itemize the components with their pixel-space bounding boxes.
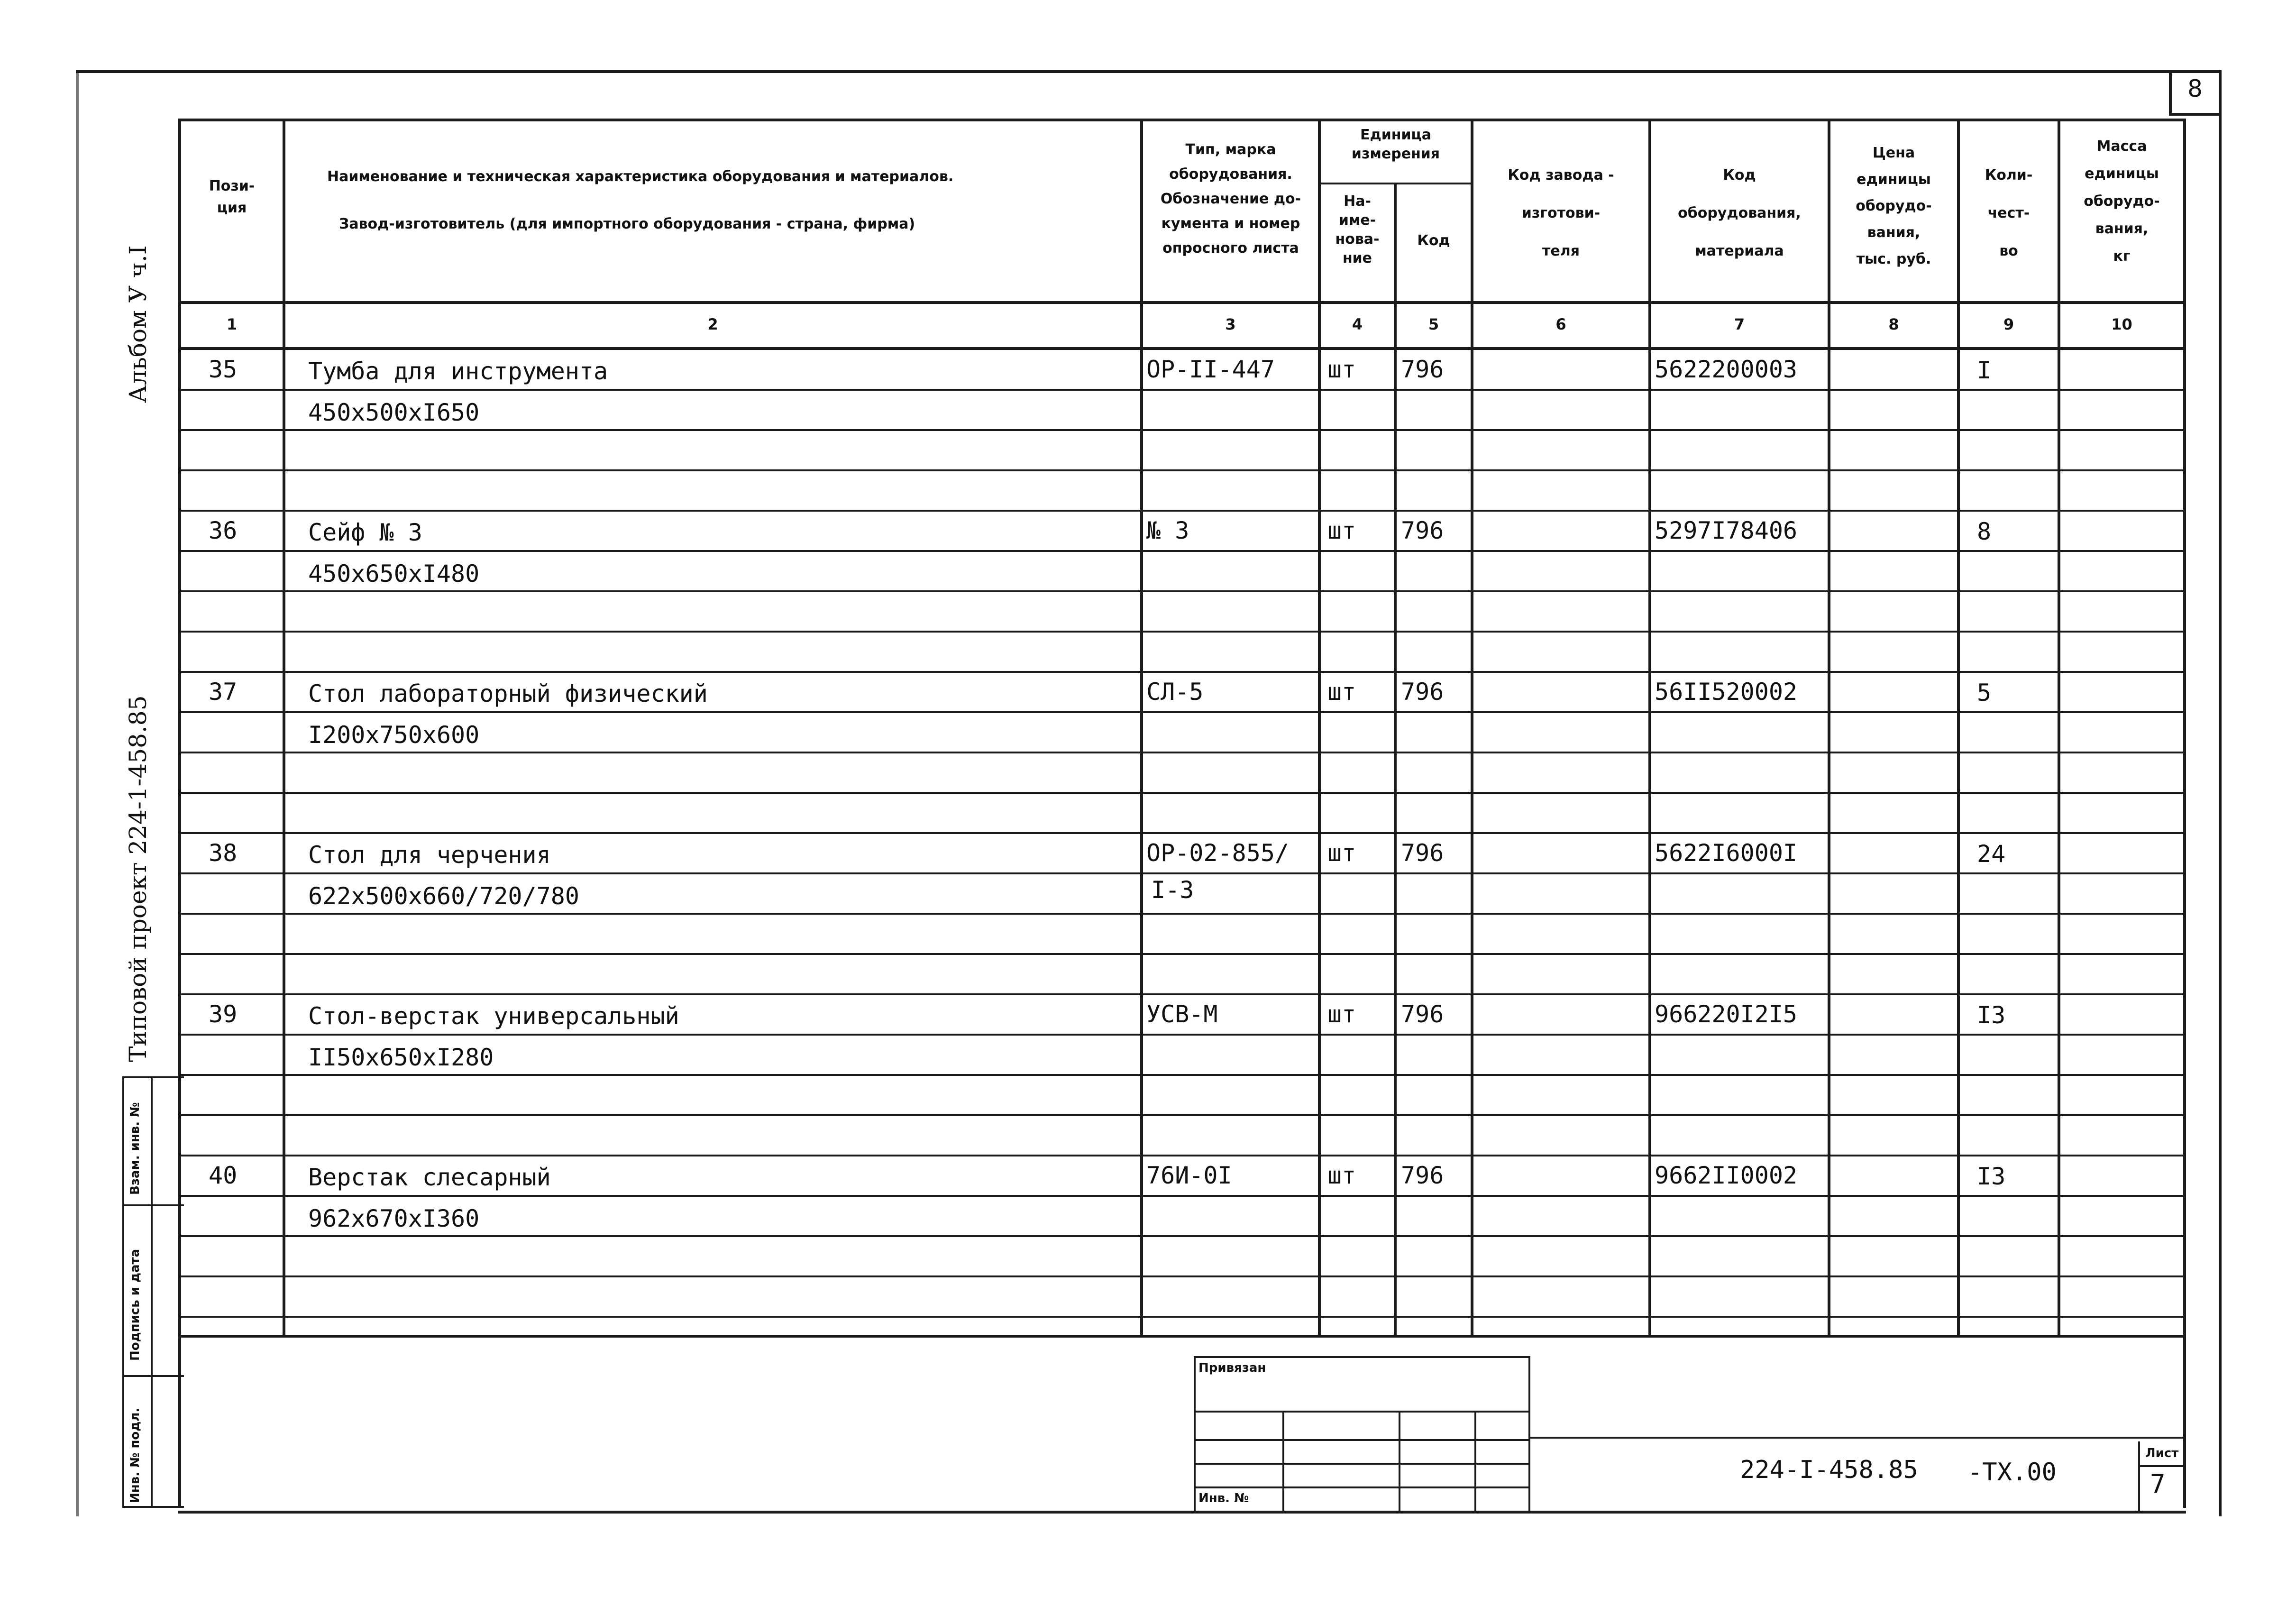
row-divider — [178, 1275, 2186, 1277]
row-divider — [178, 1155, 2186, 1156]
row-unit: шт — [1327, 517, 1356, 544]
row-dimensions: 450х500хI650 — [308, 399, 480, 426]
row-divider — [178, 711, 2186, 713]
row-unit: шт — [1327, 1162, 1356, 1189]
stamp-strip-mid — [151, 1076, 153, 1508]
row-quantity: 8 — [1977, 518, 1992, 545]
header-unit-code: Код — [1417, 232, 1450, 249]
row-divider — [178, 389, 2186, 391]
row-divider — [178, 913, 2186, 915]
row-divider — [178, 1034, 2186, 1036]
col-number-3: 3 — [1225, 315, 1236, 333]
row-position: 36 — [209, 517, 238, 544]
row-name: Стол лабораторный физический — [308, 680, 708, 707]
stamp-row-4 — [1194, 1486, 1528, 1488]
row-divider — [178, 872, 2186, 874]
stamp-col-2 — [1399, 1411, 1400, 1513]
row-position: 37 — [209, 678, 238, 706]
row-unit-code: 796 — [1401, 839, 1444, 867]
row-unit-code: 796 — [1401, 1000, 1444, 1028]
row-dimensions: II50х650хI280 — [308, 1044, 494, 1071]
row-quantity: I — [1977, 357, 1992, 384]
row-divider — [178, 631, 2186, 633]
row-type: ОР-II-447 — [1146, 356, 1275, 383]
document-code: 224-I-458.85 — [1740, 1456, 1918, 1484]
row-unit-code: 796 — [1401, 1162, 1444, 1189]
table-top — [178, 119, 2186, 121]
row-equipment-code: 966220I2I5 — [1655, 1000, 1798, 1028]
row-equipment-code: 9662II0002 — [1655, 1162, 1798, 1189]
row-dimensions: 962х670хI360 — [308, 1205, 480, 1232]
frame-top — [76, 70, 2219, 73]
sheet-box-div — [2138, 1465, 2186, 1467]
stamp-strip-div2 — [122, 1375, 184, 1377]
row-unit: шт — [1327, 678, 1356, 706]
row-divider — [178, 590, 2186, 592]
page-number-box-bottom — [2169, 113, 2219, 116]
row-position: 38 — [209, 839, 238, 867]
header-position: Пози- ция — [209, 178, 255, 216]
row-name: Стол для черчения — [308, 841, 551, 869]
col-number-8: 8 — [1888, 315, 1899, 333]
row-type-line2: I-3 — [1151, 876, 1194, 904]
frame-right — [2219, 70, 2222, 1516]
row-name: Тумба для инструмента — [308, 358, 608, 385]
row-name: Сейф № 3 — [308, 519, 422, 546]
side-album-label: Альбом У ч.I — [124, 245, 152, 403]
row-type: ОР-02-855/ — [1146, 839, 1290, 867]
stamp-strip-bottom — [122, 1506, 184, 1508]
document-suffix: -ТХ.00 — [1967, 1458, 2057, 1486]
row-type: СЛ-5 — [1146, 678, 1204, 706]
col-number-10: 10 — [2111, 315, 2132, 333]
bottom-frame-line — [178, 1511, 2186, 1514]
row-dimensions: 622х500х660/720/780 — [308, 882, 579, 910]
header-name-line2: Завод-изготовитель (для импортного оборудования - страна, фирма) — [339, 216, 915, 232]
row-divider — [178, 550, 2186, 552]
row-type: 76И-0I — [1146, 1162, 1232, 1189]
row-unit: шт — [1327, 356, 1356, 383]
page-number-box-left — [2169, 70, 2172, 113]
table-bottom — [178, 1335, 2186, 1338]
stamp-strip-div1 — [122, 1204, 184, 1206]
col-line-4 — [1394, 183, 1397, 1337]
col-number-7: 7 — [1734, 315, 1745, 333]
col-number-9: 9 — [2003, 315, 2014, 333]
row-position: 39 — [209, 1000, 238, 1028]
sheet-number: 7 — [2150, 1469, 2166, 1499]
header-unit: Единица измерения — [1351, 127, 1440, 162]
row-dimensions: I200х750х600 — [308, 721, 480, 749]
stamp-tied-label: Привязан — [1198, 1361, 1266, 1375]
stamp-strip-left — [122, 1076, 124, 1508]
row-position: 40 — [209, 1162, 238, 1189]
row-divider — [178, 510, 2186, 512]
row-name: Верстак слесарный — [308, 1164, 551, 1191]
header-plant: Код завода - изготови- теля — [1508, 167, 1614, 259]
row-quantity: 5 — [1977, 679, 1992, 706]
row-divider — [178, 792, 2186, 794]
row-divider — [178, 1316, 2186, 1318]
row-divider — [178, 832, 2186, 834]
stamp-col-1 — [1282, 1411, 1284, 1513]
row-unit-code: 796 — [1401, 517, 1444, 544]
row-dimensions: 450х650хI480 — [308, 560, 480, 587]
stamp-col-3 — [1474, 1411, 1476, 1513]
stamp-inv-label: Взам. инв. № — [128, 1102, 142, 1195]
row-divider — [178, 429, 2186, 431]
header-equip-code: Код оборудования, материала — [1678, 167, 1801, 259]
header-price: Цена единицы оборудо- вания, тыс. руб. — [1856, 145, 1932, 267]
stamp-block-left — [1194, 1356, 1196, 1513]
col-number-4: 4 — [1352, 315, 1363, 333]
col-line-10 — [2183, 119, 2186, 1508]
row-divider — [178, 1074, 2186, 1076]
stamp-orig-label: Инв. № подл. — [128, 1407, 142, 1503]
header-bottom — [178, 301, 2186, 304]
stamp-block-right — [1528, 1356, 1530, 1513]
row-quantity: 24 — [1977, 840, 2006, 868]
row-unit-code: 796 — [1401, 356, 1444, 383]
row-divider — [178, 1235, 2186, 1237]
row-divider — [178, 1195, 2186, 1197]
row-equipment-code: 56II520002 — [1655, 678, 1798, 706]
row-divider — [178, 993, 2186, 995]
row-equipment-code: 5622I6000I — [1655, 839, 1798, 867]
header-qty: Коли- чест- во — [1985, 167, 2033, 259]
stamp-row-2 — [1194, 1439, 1528, 1441]
header-type: Тип, марка оборудования. Обозначение до- кумента и номер опросного листа — [1160, 141, 1301, 257]
stamp-inv-no-label: Инв. № — [1198, 1491, 1249, 1505]
header-mass: Масса единицы оборудо- вания, кг — [2084, 138, 2160, 265]
row-name: Стол-верстак универсальный — [308, 1002, 679, 1030]
title-block-divider — [1528, 1437, 2186, 1439]
row-equipment-code: 5297I78406 — [1655, 517, 1798, 544]
row-type: № 3 — [1146, 517, 1189, 544]
col-number-1: 1 — [226, 315, 238, 333]
stamp-strip-top — [122, 1076, 184, 1078]
header-name-line1: Наименование и техническая характеристика оборудования и материалов. — [327, 168, 954, 185]
row-divider — [178, 752, 2186, 753]
row-divider — [178, 953, 2186, 955]
row-divider — [178, 1114, 2186, 1116]
side-project-label: Типовой проект 224-1-458.85 — [124, 695, 152, 1062]
sheet-box-left — [2138, 1441, 2140, 1513]
colnum-bottom — [178, 347, 2186, 350]
row-unit: шт — [1327, 1000, 1356, 1028]
stamp-block-top — [1194, 1356, 1530, 1358]
row-quantity: I3 — [1977, 1001, 2006, 1029]
sheet-label: Лист — [2145, 1446, 2179, 1460]
row-quantity: I3 — [1977, 1163, 2006, 1190]
row-position: 35 — [209, 356, 238, 383]
col-number-2: 2 — [707, 315, 718, 333]
row-unit: шт — [1327, 839, 1356, 867]
row-unit-code: 796 — [1401, 678, 1444, 706]
row-equipment-code: 5622200003 — [1655, 356, 1798, 383]
col-number-5: 5 — [1428, 315, 1439, 333]
row-divider — [178, 469, 2186, 471]
frame-left — [76, 70, 79, 1516]
col-number-6: 6 — [1555, 315, 1566, 333]
stamp-row-3 — [1194, 1463, 1528, 1465]
row-type: УСВ-М — [1146, 1000, 1218, 1028]
stamp-sign-label: Подпись и дата — [128, 1248, 142, 1361]
page-number: 8 — [2187, 75, 2203, 102]
stamp-row-1 — [1194, 1411, 1528, 1413]
header-unit-name: На- име- нова- ние — [1335, 193, 1380, 266]
row-divider — [178, 671, 2186, 673]
